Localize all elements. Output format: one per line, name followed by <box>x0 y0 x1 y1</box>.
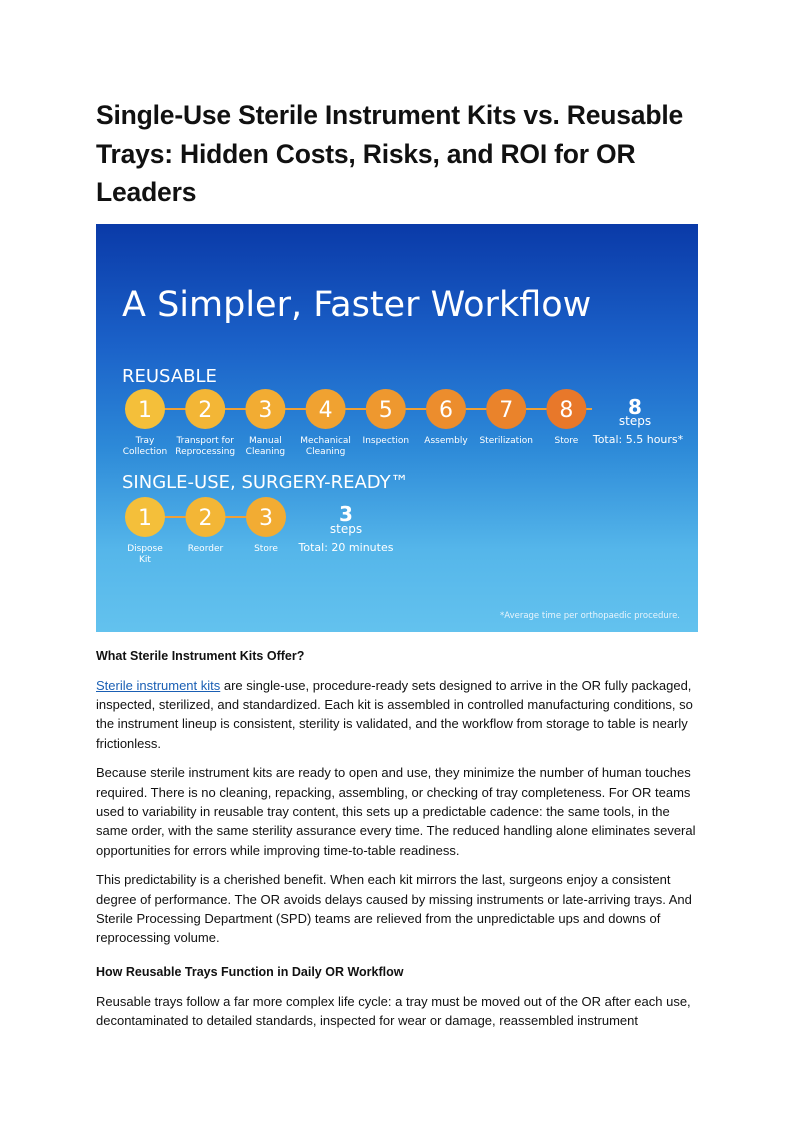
single-use-heading: SINGLE-USE, SURGERY-READY™ <box>122 471 409 493</box>
single-use-step-number-1: 1 <box>138 505 152 531</box>
paragraph: Reusable trays follow a far more complex life cycle: a tray must be moved out of the OR after each use, decontaminated to detailed standards, inspected for wear or damage, reassembled instrument <box>96 993 691 1029</box>
paragraph <box>96 676 698 754</box>
section-heading-kits: What Sterile Instrument Kits Offer? <box>96 648 305 663</box>
reusable-step-label-1: Collection <box>122 446 168 457</box>
section-heading-reusable: How Reusable Trays Function in Daily OR Workflow <box>96 964 404 979</box>
single-use-step-label-2: Reorder <box>187 543 224 554</box>
reusable-steps-unit: steps <box>618 413 652 428</box>
paragraph: This predictability is a cherished benefit. When each kit mirrors the last, surgeons enjoy a consistent degree of performance. The OR avoids delays caused by missing instruments or late-arriving trays. And Sterile Processing Department (SPD) teams are relieved from the unpredictable ups and downs of reprocessing volume. <box>96 872 692 946</box>
single-use-step-label-1: Kit <box>139 554 151 565</box>
workflow-infographic <box>96 224 698 632</box>
document-page <box>96 96 698 1031</box>
infographic-footnote: *Average time per orthopaedic procedure. <box>500 610 680 621</box>
single-use-step-number-3: 3 <box>259 505 273 531</box>
reusable-step-number-2: 2 <box>198 397 213 423</box>
reusable-step-count: 8 <box>628 394 642 419</box>
reusable-step-number-1: 1 <box>138 397 152 423</box>
single-use-step-number-2: 2 <box>198 505 213 531</box>
reusable-step-label-7: Sterilization <box>479 435 533 446</box>
reusable-step-label-3: Manual <box>249 435 282 446</box>
reusable-step-number-6: 6 <box>439 397 453 423</box>
reusable-step-label-4: Cleaning <box>305 446 346 457</box>
reusable-steps <box>123 389 592 457</box>
reusable-step-number-8: 8 <box>559 397 574 423</box>
reusable-heading: REUSABLE <box>122 365 217 387</box>
reusable-step-label-5: Inspection <box>362 435 410 446</box>
reusable-step-label-4: Mechanical <box>300 435 351 446</box>
single-use-step-count: 3 <box>339 501 353 526</box>
infographic-title: A Simpler, Faster Workflow <box>122 284 592 325</box>
single-use-step-label-1: Dispose <box>127 543 163 554</box>
reusable-step-label-3: Cleaning <box>245 446 286 457</box>
reusable-total-time: Total: 5.5 hours* <box>592 432 684 446</box>
reusable-step-number-5: 5 <box>378 397 393 423</box>
single-use-steps-unit: steps <box>329 521 363 536</box>
reusable-step-number-7: 7 <box>499 397 514 423</box>
sterile-instrument-kits-link[interactable]: Sterile instrument kits <box>96 677 221 693</box>
single-use-step-label-3: Store <box>254 543 278 554</box>
reusable-step-label-1: Tray <box>135 435 155 446</box>
reusable-step-label-8: Store <box>554 435 579 446</box>
workflow-graphic <box>96 224 698 632</box>
reusable-step-label-2: Transport for <box>176 435 234 446</box>
paragraph: Because sterile instrument kits are ready to open and use, they minimize the number of human touches required. There is no cleaning, repacking, assembling, or checking of tray completeness. For OR teams used to variability in reusable tray content, this sets up a predictable cadence: the same tools, in the same order, with the same sterility assurance every time. The reduced handling alone eliminates several opportunities for errors while improving time-to-table readiness. <box>96 765 696 858</box>
reusable-step-number-3: 3 <box>258 397 273 423</box>
single-use-total-time: Total: 20 minutes <box>298 540 394 554</box>
document-title: Single-Use Sterile Instrument Kits vs. Reusable Trays: Hidden Costs, Risks, and ROI for OR Leaders <box>96 100 684 207</box>
paragraph-text: are single-use, procedure-ready sets designed to arrive in the OR fully packaged, inspected, sterilized, and standardized. Each kit is assembled in controlled manufacturing conditions, so the instrument lineup is consistent, sterility is validated, and the workflow from storage to table is nearly frictionless. <box>96 677 693 751</box>
reusable-step-label-2: Reprocessing <box>175 446 236 457</box>
reusable-step-label-6: Assembly <box>424 435 468 446</box>
reusable-step-number-4: 4 <box>318 397 333 423</box>
single-use-steps <box>125 497 286 565</box>
